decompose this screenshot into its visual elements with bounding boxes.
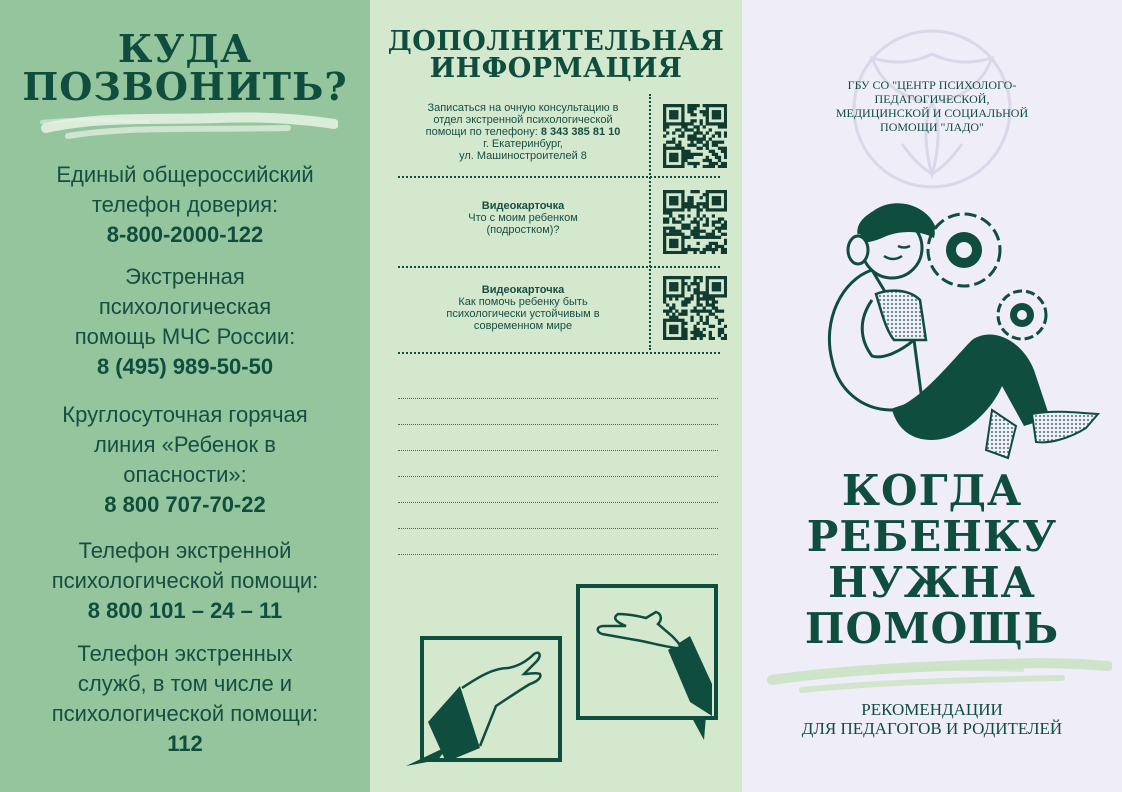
panel-additional-info xyxy=(370,0,742,792)
cover-subtitle: РЕКОМЕНДАЦИИ ДЛЯ ПЕДАГОГОВ И РОДИТЕЛЕЙ xyxy=(801,700,1063,738)
flower-icon xyxy=(928,214,1000,286)
write-in-line xyxy=(398,424,718,425)
contact-emergency-services: Телефон экстренных служб, в том числе и психологической помощи: 112 xyxy=(0,639,370,759)
flower-icon xyxy=(998,291,1046,339)
where-to-call-title: КУДА ПОЗВОНИТЬ? xyxy=(22,26,348,109)
write-in-line xyxy=(398,502,718,503)
panel-cover xyxy=(742,0,1122,792)
phone-number: 112 xyxy=(167,731,203,756)
panel-where-to-call xyxy=(0,0,370,792)
qr-code-icon[interactable] xyxy=(663,276,727,340)
reaching-hand-illustration xyxy=(400,576,720,776)
contact-emergency-psych: Телефон экстренной психологической помощи: 8 800 101 – 24 – 11 xyxy=(0,536,370,626)
brush-stroke-decoration xyxy=(38,108,338,148)
qr-code-icon[interactable] xyxy=(663,104,727,168)
info-row-appointment: Записаться на очную консультацию в отдел экстренной психологической помощи по телефону: 8 343 385 81 10 г. Екатеринбург, ул. Машиностроителей 8 xyxy=(398,94,720,182)
info-row-video-card-2: Видеокарточка Как помочь ребенку быть психологически устойчивым в современном мире xyxy=(398,270,720,358)
additional-info-title: ДОПОЛНИТЕЛЬНАЯ ИНФОРМАЦИЯ xyxy=(387,26,725,84)
qr-code-icon[interactable] xyxy=(663,190,727,254)
info-row-video-card-1: Видеокарточка Что с моим ребенком (подростком)? xyxy=(398,182,720,270)
contact-child-in-danger: Круглосуточная горячая линия «Ребенок в опасности»: 8 800 707-70-22 xyxy=(0,400,370,520)
phone-number: 8 (495) 989-50-50 xyxy=(96,354,274,379)
appointment-phone: 8 343 385 81 10 xyxy=(540,126,621,138)
child-with-headphones-illustration xyxy=(802,190,1122,470)
organization-name: ГБУ СО "ЦЕНТР ПСИХОЛОГО- ПЕДАГОГИЧЕСКОЙ, МЕДИЦИНСКОЙ И СОЦИАЛЬНОЙ ПОМОЩИ "ЛАДО" xyxy=(835,78,1029,134)
cover-title: КОГДА РЕБЕНКУ НУЖНА ПОМОЩЬ xyxy=(804,466,1060,653)
write-in-line xyxy=(398,528,718,529)
write-in-line xyxy=(398,398,718,399)
phone-number: 8 800 101 – 24 – 11 xyxy=(87,598,283,623)
contact-mchs: Экстренная психологическая помощь МЧС России: 8 (495) 989-50-50 xyxy=(0,262,370,382)
phone-number: 8 800 707-70-22 xyxy=(104,492,266,517)
write-in-line xyxy=(398,554,718,555)
write-in-line xyxy=(398,476,718,477)
brush-stroke-decoration xyxy=(762,650,1112,700)
write-in-line xyxy=(398,450,718,451)
phone-number: 8-800-2000-122 xyxy=(106,222,264,247)
contact-trust-line: Единый общероссийский телефон доверия: 8-800-2000-122 xyxy=(0,160,370,250)
